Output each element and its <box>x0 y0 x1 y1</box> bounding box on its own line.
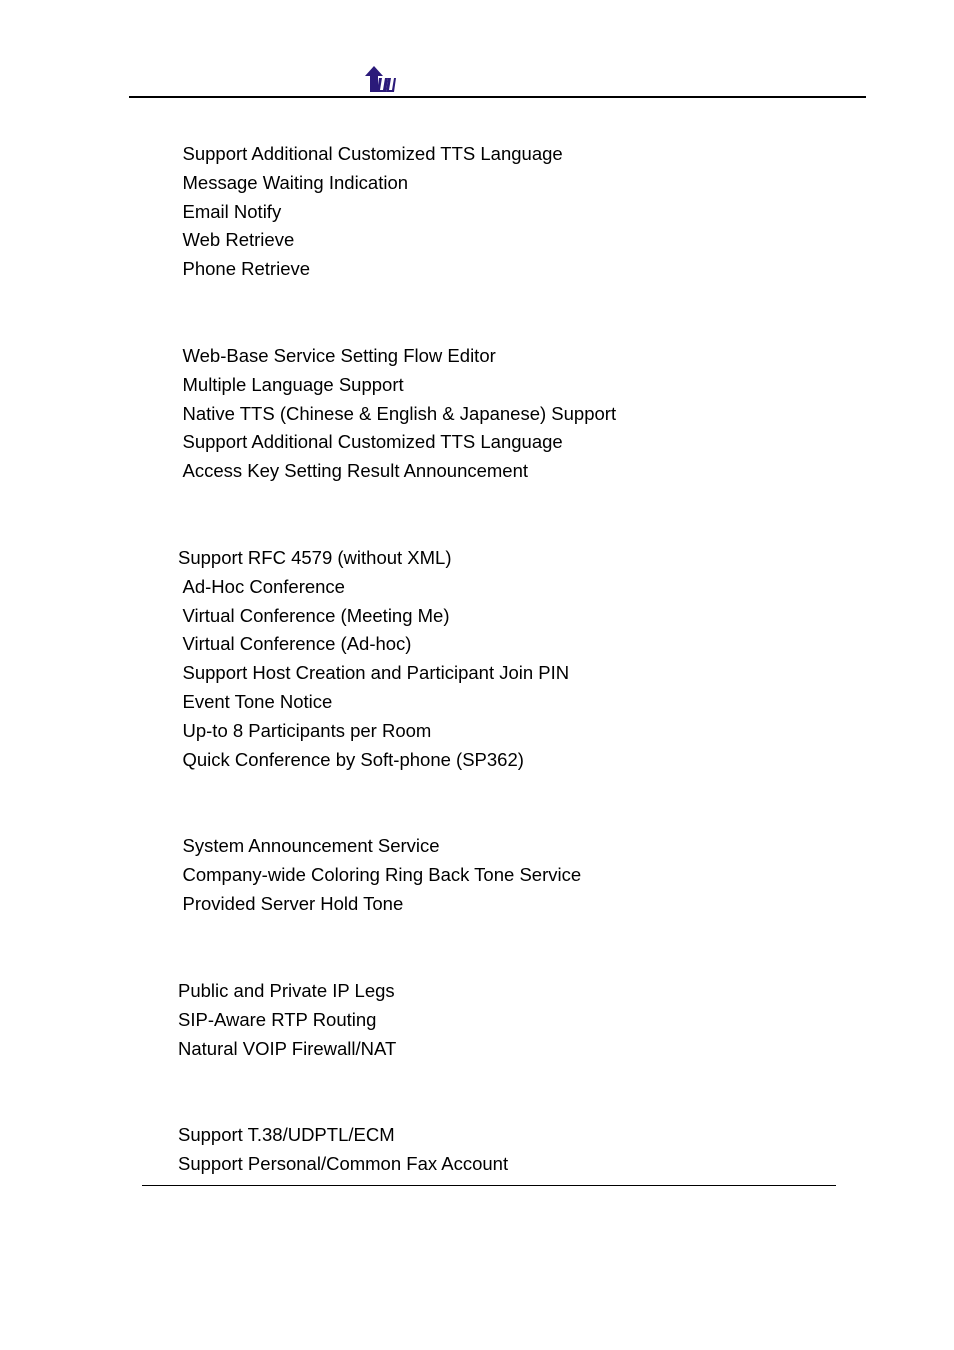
feature-list-fax <box>178 1121 508 1179</box>
list-item: Access Key Setting Result Announcement <box>182 460 529 482</box>
feature-list-ivr <box>178 342 616 486</box>
list-item: Support Personal/Common Fax Account <box>178 1152 509 1174</box>
feature-list-conference <box>178 544 569 774</box>
company-logo-icon <box>364 66 396 94</box>
list-item: Ad-Hoc Conference <box>182 575 345 597</box>
list-item: Virtual Conference (Ad-hoc) <box>182 633 412 655</box>
list-item: Message Waiting Indication <box>182 171 409 193</box>
list-item: Support Additional Customized TTS Language <box>182 431 563 453</box>
list-item: Support Host Creation and Participant Join PIN <box>182 662 570 684</box>
list-item: SIP-Aware RTP Routing <box>178 1008 377 1030</box>
feature-list-announcement <box>178 832 581 918</box>
list-item: Support T.38/UDPTL/ECM <box>178 1124 395 1145</box>
list-item: Up-to 8 Participants per Room <box>182 719 432 741</box>
list-item: System Announcement Service <box>182 835 440 856</box>
list-item: Support Additional Customized TTS Language <box>182 143 563 164</box>
header-divider <box>129 96 866 98</box>
list-item: Web-Base Service Setting Flow Editor <box>182 345 496 366</box>
list-item: Web Retrieve <box>182 229 295 251</box>
list-item: Native TTS (Chinese & English & Japanese) Support <box>182 402 617 424</box>
feature-list-voicemail <box>178 140 563 284</box>
footer-divider <box>142 1185 836 1186</box>
list-item: Natural VOIP Firewall/NAT <box>178 1037 397 1059</box>
list-item: Virtual Conference (Meeting Me) <box>182 604 450 626</box>
list-item: Quick Conference by Soft-phone (SP362) <box>182 748 524 770</box>
list-item: Event Tone Notice <box>182 690 333 712</box>
list-item: Support RFC 4579 (without XML) <box>178 547 452 568</box>
list-item: Company-wide Coloring Ring Back Tone Service <box>182 863 582 885</box>
list-item: Public and Private IP Legs <box>178 980 395 1001</box>
list-item: Multiple Language Support <box>182 373 404 395</box>
list-item: Email Notify <box>182 200 282 222</box>
list-item: Provided Server Hold Tone <box>182 892 404 914</box>
feature-list-network <box>178 977 396 1063</box>
list-item: Phone Retrieve <box>182 258 311 280</box>
